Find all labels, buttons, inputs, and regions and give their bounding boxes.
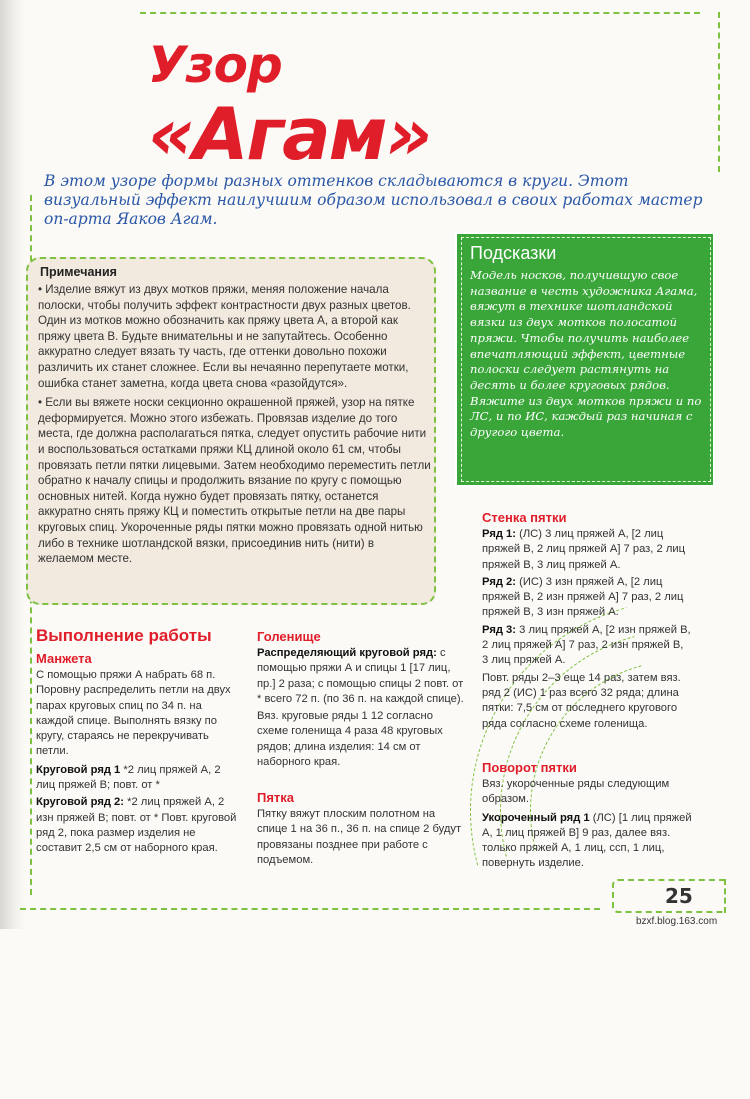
heel-wall-heading: Стенка пятки [482, 510, 567, 525]
intro-paragraph: В этом узоре формы разных оттенков складываются в круги. Этот визуальный эффект наилучшим образом использовал в своих работах мастер оп-арта Яаков Агам. [44, 172, 703, 228]
heel-turn-heading: Поворот пятки [482, 760, 577, 775]
heel-wall-row-1-text: (ЛС) 3 лиц пряжей А, [2 лиц пряжей В, 2 лиц пряжей А] 7 раз, 2 лиц пряжей В, 3 лиц пряжей А. [482, 528, 686, 571]
decor-dash-right [718, 12, 720, 172]
cuff-row-1-label: Круговой ряд 1 [36, 763, 121, 776]
cuff-row-2 [36, 795, 240, 856]
cuff-intro: С помощью пряжи А набрать 68 п. Поровну распределить петли на двух парах круговых спиц по 34 п. на каждой спице. Выполнять вязку по кругу, стараясь не перекручивать петли. [36, 669, 231, 758]
heel-wall-rest: Повт. ряды 2–3 еще 14 раз, затем вяз. ряд 2 (ИС) 1 раз всего 32 ряда; длина пятки: 7,5 см от последнего кругового ряда согласно схеме голенища. [482, 671, 681, 730]
tips-body: Модель носков, получившую свое название в честь художника Агама, вяжут в технике шотландской вязки из двух мотков полосатой пряжи. Чтобы получить наиболее впечатляющий эффект, цветные полоски следует растянуть на десять и более круговых рядов. Вяжите из двух мотков пряжи и по ЛС, и по ИС, каждый раз начиная с другого цвета. [470, 268, 702, 440]
cuff-text [36, 668, 240, 857]
heel-heading: Пятка [257, 790, 295, 805]
tips-title: Подсказки [470, 243, 557, 263]
notes-paragraph-1: • Изделие вяжут из двух мотков пряжи, меняя положение начала полоски, чтобы получить эффект контрастности двух разных цветов. Один из мотков можно обозначить как пряжу цвета А, а второй как пряжу цвета В. Будьте внимательны и не запутайтесь. Особенно аккуратно следует вязать ту часть, где оттенки довольно похожи различить их станет сложнее. Если вы нечаянно перепутаете мотки, ошибка станет заметна, когда цвета снова «разойдутся». [38, 283, 411, 390]
cuff-row-1-text: *2 лиц пряжей А, 2 лиц пряжей В; повт. от * [36, 763, 221, 792]
leg-text [257, 646, 465, 770]
heel-turn-intro: Вяз. укороченные ряды следующим образом. [482, 778, 670, 806]
title-line-1: Узор [148, 36, 282, 94]
blog-watermark: bzxf.blog.163.com [636, 916, 718, 927]
heel-wall-row-2-label: Ряд 2: [482, 575, 516, 588]
short-row-1-text: (ЛС) [1 лиц пряжей А, 1 лиц пряжей В] 9 раз, далее вяз. только пряжей А, 1 лиц, ссп, 1 лиц, повернуть изделие. [482, 811, 692, 870]
cuff-row-2-text: *2 лиц пряжей А, 2 изн пряжей В; повт. от * Повт. круговой ряд 2, пока размер изделия не составит 2,5 см от наборного края. [36, 796, 237, 855]
cuff-row-1 [36, 763, 240, 794]
heel-wall-row-1 [482, 527, 692, 573]
cuff-row-2-label: Круговой ряд 2: [36, 796, 125, 809]
short-row-1-label: Укороченный ряд 1 [482, 811, 590, 824]
leg-heading: Голенище [257, 629, 321, 644]
heel-wall-row-3 [482, 623, 692, 669]
notes-paragraph-2: • Если вы вяжете носки секционно окрашенной пряжей, узор на пятке деформируется. Можно этого избежать. Провязав изделие до того места, где должна располагаться пятка, следует опустить рабочие нити и воспользоваться остатками пряжи КЦ длиной около 61 см, чтобы провязать петли пятки лицевыми. Затем необходимо переместить петли обратно к началу спицы и продолжить вязание по кругу с помощью основных нитей. Когда нужно будет провязать пятку, останется аккуратно снять пряжу КЦ и поместить открытые петли на две пары круговых спиц. Укороченные ряды пятки можно провязать одной нитью либо в технике шотландской вязки, присоединив нить (нити) в желаемом месте. [38, 396, 431, 566]
heel-wall-row-2-text: (ИС) 3 изн пряжей А, [2 лиц пряжей В, 2 изн пряжей А] 7 раз, 2 лиц пряжей В, 3 изн пряжей А. [482, 575, 684, 619]
decor-dash-top [140, 12, 700, 14]
heel-wall-row-3-text: 3 лиц пряжей А, [2 изн пряжей В, 2 лиц пряжей А] 7 раз, 2 изн пряжей В, 3 лиц пряжей А. [482, 623, 691, 667]
heel-turn-text [482, 777, 692, 872]
heel-wall-row-3-label: Ряд 3: [482, 623, 516, 636]
leg-text-1: с помощью пряжи А и спицы 1 [17 лиц, пр.] 2 раза; с помощью спицы 2 повт. от * всего 72 п. (по 36 п. на каждой спице). [257, 647, 464, 705]
page-spine-shadow [0, 0, 26, 929]
work-title: Выполнение работы [36, 626, 212, 645]
heel-text: Пятку вяжут плоским полотном на спице 1 на 36 п., 36 п. на спице 2 будут провязаны позднее при работе с подъемом. [257, 808, 462, 866]
notes-body [38, 282, 432, 571]
title-line-2: «Агам» [148, 92, 431, 176]
notes-title: Примечания [40, 265, 117, 279]
short-row-1 [482, 811, 692, 872]
page-number: 25 [665, 884, 693, 908]
heel-wall-text [482, 527, 692, 732]
heel-wall-row-1-label: Ряд 1: [482, 528, 516, 540]
cuff-heading: Манжета [36, 651, 92, 666]
leg-sub: Распределяющий круговой ряд: [257, 647, 437, 659]
heel-wall-row-2 [482, 575, 692, 621]
leg-text-2: Вяз. круговые ряды 1 12 согласно схеме голенища 4 раза 48 круговых рядов; длина изделия: 14 см от наборного края. [257, 710, 443, 769]
